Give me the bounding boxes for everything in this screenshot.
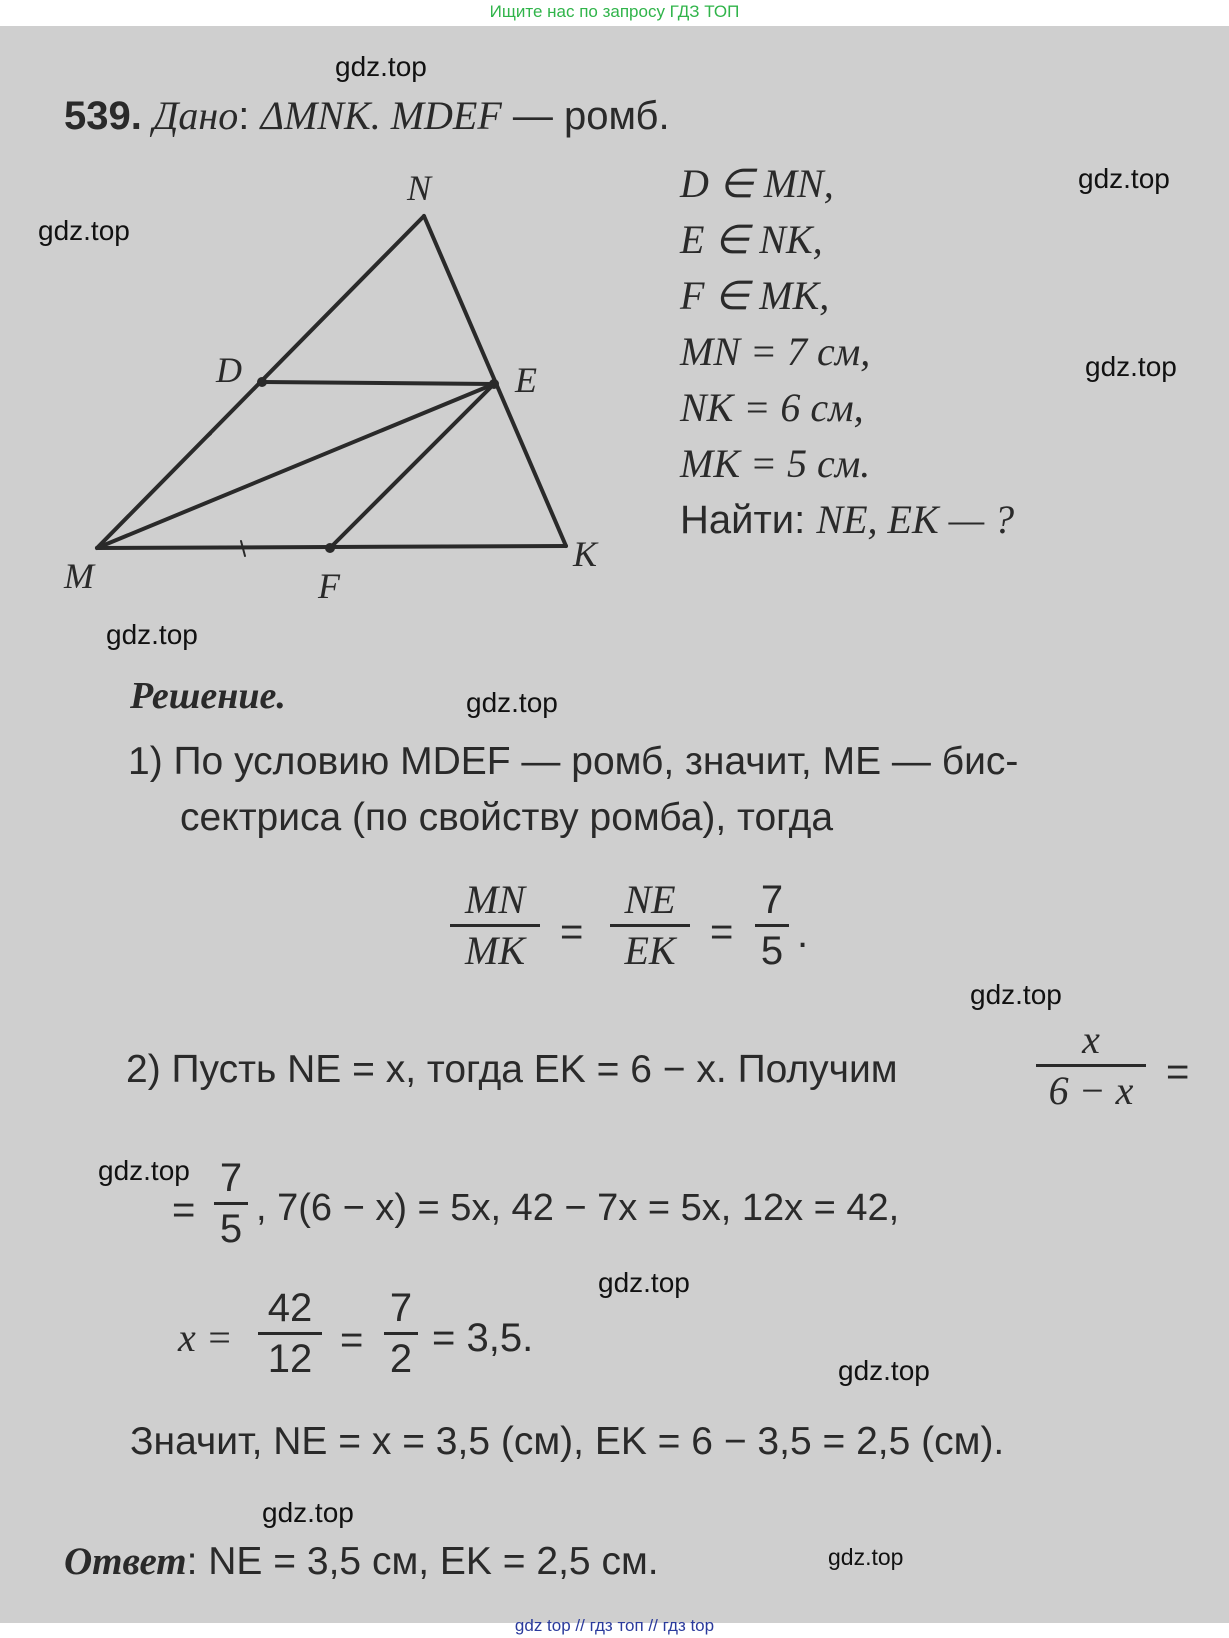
condition-6: MK = 5 см. <box>680 441 871 486</box>
find-text: NE, EK — ? <box>816 497 1015 542</box>
condition-2: E ∈ NK, <box>680 217 823 262</box>
fraction-7-2 <box>384 1284 418 1383</box>
point-E <box>489 379 499 389</box>
fraction-numerator: NE <box>624 877 676 922</box>
fraction-denominator: 5 <box>219 1207 243 1251</box>
equals-sign: = <box>710 910 734 954</box>
point-F <box>325 543 335 553</box>
label-K: K <box>573 534 598 574</box>
period: . <box>797 912 809 956</box>
watermark: gdz.top <box>970 979 1062 1010</box>
equals-sign: = <box>172 1188 196 1232</box>
segment-EF <box>330 384 494 548</box>
label-E: E <box>515 360 537 400</box>
label-N: N <box>407 168 432 208</box>
watermark: gdz.top <box>828 1544 904 1570</box>
fraction-numerator: 7 <box>219 1156 243 1200</box>
segment-ME <box>97 384 494 548</box>
step2-line1: 2) Пусть NE = x, тогда EK = 6 − x. Получим <box>126 1048 898 1091</box>
problem-number: 539. <box>64 94 142 138</box>
watermark: gdz.top <box>106 619 198 650</box>
step1-line2: сектриса (по свойству ромба), тогда <box>180 796 834 839</box>
fraction-denominator: 5 <box>760 929 784 973</box>
answer-line <box>64 1540 659 1584</box>
given-main: ΔMNK. MDEF <box>260 93 502 138</box>
fraction-numerator: MN <box>465 877 525 922</box>
solution-heading: Решение. <box>130 675 286 717</box>
top-banner: Ищите нас по запросу ГДЗ ТОП <box>489 2 740 21</box>
watermark: gdz.top <box>1085 351 1177 382</box>
fraction-numerator: x <box>1082 1017 1100 1062</box>
equation-chain: , 7(6 − x) = 5x, 42 − 7x = 5x, 12x = 42, <box>256 1187 900 1229</box>
step1-line1: 1) По условию MDEF — ромб, значит, ME — бис- <box>128 740 1019 783</box>
bottom-banner: gdz top // гдз топ // гдз top <box>514 1616 715 1635</box>
tick-MD <box>197 434 211 446</box>
conclusion: Значит, NE = x = 3,5 (см), EK = 6 − 3,5 = 2,5 (см). <box>130 1420 1005 1463</box>
segment-DE <box>262 382 494 384</box>
fraction-MN-MK <box>450 876 540 975</box>
watermark: gdz.top <box>466 687 558 718</box>
condition-3: F ∈ MK, <box>680 273 830 318</box>
find-label: Найти: <box>680 498 806 542</box>
watermark: gdz.top <box>98 1155 190 1186</box>
watermark: gdz.top <box>838 1355 930 1386</box>
fraction-x-6-minus-x <box>1036 1016 1146 1115</box>
fraction-denominator: MK <box>465 928 525 973</box>
fraction-denominator: 6 − x <box>1048 1068 1134 1113</box>
label-M: M <box>64 556 94 596</box>
problem-header: 539. Дано: ΔMNK. MDEF — ромб. <box>64 93 670 138</box>
condition-4: MN = 7 см, <box>680 329 871 374</box>
x-label: x = <box>178 1315 233 1360</box>
equals-sign: = <box>340 1318 364 1362</box>
fraction-denominator: 2 <box>389 1337 413 1381</box>
fraction-NE-EK <box>610 876 690 975</box>
given-tail: — ромб. <box>512 94 670 138</box>
watermark: gdz.top <box>598 1267 690 1298</box>
fraction-42-12 <box>258 1284 322 1383</box>
fraction-7-5-b <box>214 1154 248 1253</box>
x-result: = 3,5. <box>432 1316 534 1360</box>
fraction-denominator: EK <box>624 928 676 973</box>
watermark: gdz.top <box>262 1497 354 1528</box>
fraction-numerator: 7 <box>760 878 784 922</box>
answer-text: : NE = 3,5 см, EK = 2,5 см. <box>186 1540 659 1583</box>
condition-1: D ∈ MN, <box>680 161 834 206</box>
fraction-denominator: 12 <box>267 1337 313 1381</box>
watermark: gdz.top <box>1078 163 1170 194</box>
fraction-7-5 <box>755 876 789 975</box>
label-F: F <box>318 566 340 606</box>
given-label: Дано <box>152 93 239 138</box>
answer-label: Ответ <box>64 1540 187 1583</box>
find-line <box>680 498 1014 542</box>
equals-sign: = <box>560 910 584 954</box>
equals-sign: = <box>1166 1050 1190 1094</box>
point-D <box>257 377 267 387</box>
label-D: D <box>216 350 242 390</box>
condition-5: NK = 6 см, <box>680 385 864 430</box>
fraction-numerator: 7 <box>389 1286 413 1330</box>
fraction-numerator: 42 <box>267 1286 313 1330</box>
watermark: gdz.top <box>335 51 427 82</box>
watermark: gdz.top <box>38 215 130 246</box>
